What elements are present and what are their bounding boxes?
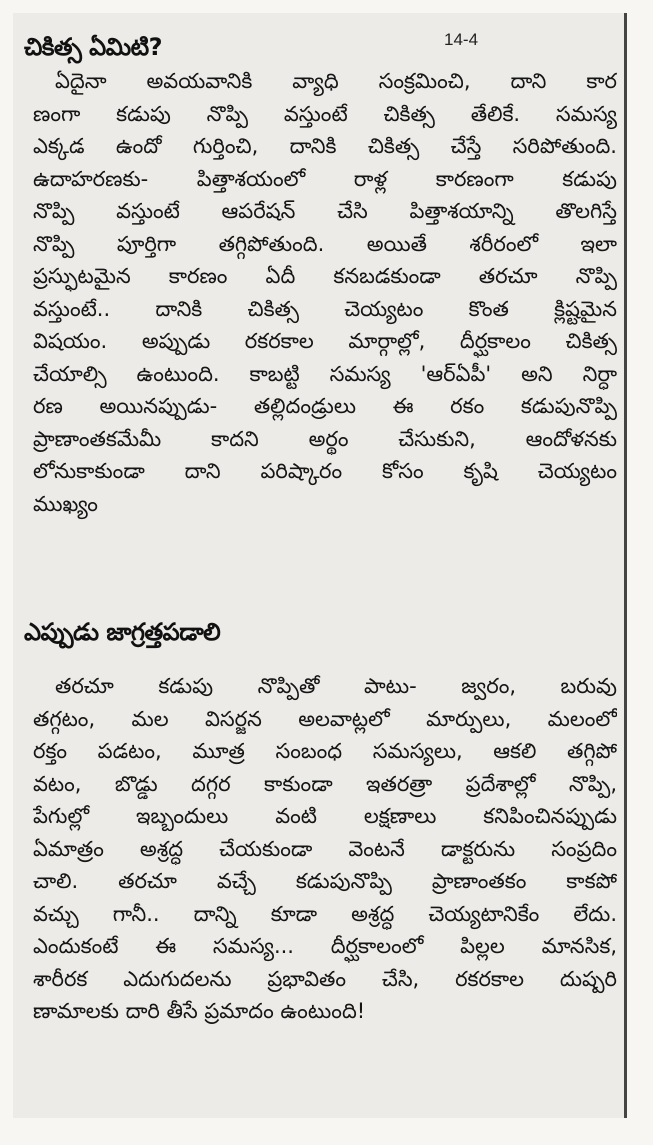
text-line: ఏదైనా అవయవానికి వ్యాధి సంక్రమించి, దాని కార xyxy=(55,69,617,93)
text-line: పేగుల్లో ఇబ్బందులు వంటి లక్షణాలు కనిపించినప్పుడు xyxy=(33,804,617,828)
text-line: ఎక్కడ ఉందో గుర్తించి, దానికి చికిత్స చేస్తే సరిపోతుంది. xyxy=(33,134,617,158)
text-line: శారీరక ఎదుగుదలను ప్రభావితం చేసి, రకరకాల దుష్పరి xyxy=(33,966,617,991)
paragraph-treatment xyxy=(33,65,617,520)
text-line: రణ అయినప్పుడు- తల్లిదండ్రులు ఈ రకం కడుపునొప్పి xyxy=(33,394,617,418)
section-heading-precautions: ఎప్పుడు జాగ్రత్తపడాలి xyxy=(24,618,221,646)
column-rule xyxy=(624,13,627,1118)
text-line: నొప్పి వస్తుంటే ఆపరేషన్ చేసి పిత్తాశయాన్ని తొలగిస్తే xyxy=(33,199,617,223)
text-line: వచ్చు గానీ.. దాన్ని కూడా అశ్రద్ధ చెయ్యటానికేం లేదు. xyxy=(33,901,617,926)
text-line: లోనుకాకుండా దాని పరిష్కారం కోసం కృషి చెయ్యటం xyxy=(33,459,617,483)
text-line: ఏమాత్రం అశ్రద్ధ చేయకుండా వెంటనే డాక్టరును సంప్రదిం xyxy=(33,836,617,861)
text-line: చేయాల్సి ఉంటుంది. కాబట్టి సమస్య 'ఆర్ఏపీ' అని నిర్ధా xyxy=(33,361,617,386)
paragraph-precautions xyxy=(33,670,617,1028)
text-line: తగ్గటం, మల విసర్జన అలవాట్లలో మార్పులు, మలంలో xyxy=(33,706,617,731)
text-line: వటం, బొడ్డు దగ్గర కాకుండా ఇతరత్రా ప్రదేశాల్లో నొప్పి, xyxy=(33,771,617,796)
text-line: ణంగా కడుపు నొప్పి వస్తుంటే చికిత్స తేలికే. సమస్య xyxy=(33,101,617,126)
text-line: చాలి. తరచూ వచ్చే కడుపునొప్పి ప్రాణాంతకం కాకపో xyxy=(33,869,617,893)
text-line: విషయం. అప్పుడు రకరకాల మార్గాల్లో, దీర్ఘకాలం చికిత్స xyxy=(33,329,617,353)
text-line: ఉదాహరణకు- పిత్తాశయంలో రాళ్ల కారణంగా కడుపు xyxy=(33,166,617,191)
text-line: ప్రాణాంతకమేమీ కాదని అర్థం చేసుకుని, ఆందోళనకు xyxy=(33,426,617,451)
text-line: రక్తం పడటం, మూత్ర సంబంధ సమస్యలు, ఆకలి తగ్గిపో xyxy=(33,739,617,763)
text-line: నొప్పి పూర్తిగా తగ్గిపోతుంది. అయితే శరీరంలో ఇలా xyxy=(33,231,617,256)
text-line: తరచూ కడుపు నొప్పితో పాటు- జ్వరం, బరువు xyxy=(55,674,617,698)
text-line: ఎందుకంటే ఈ సమస్య... దీర్ఘకాలంలో పిల్లల మానసిక, xyxy=(33,934,617,958)
section-heading-treatment: చికిత్స ఏమిటి? xyxy=(24,33,163,61)
text-line: ప్రస్ఫుటమైన కారణం ఏదీ కనబడకుండా తరచూ నొప్పి xyxy=(33,264,617,288)
text-line: ణామాలకు దారి తీసే ప్రమాదం ఉంటుంది! xyxy=(33,999,366,1023)
text-line: వస్తుంటే.. దానికి చికిత్స చెయ్యటం కొంత క్లిష్టమైన xyxy=(33,296,617,321)
page-number: 14-4 xyxy=(444,30,479,49)
text-line: ముఖ్యం xyxy=(33,491,98,516)
